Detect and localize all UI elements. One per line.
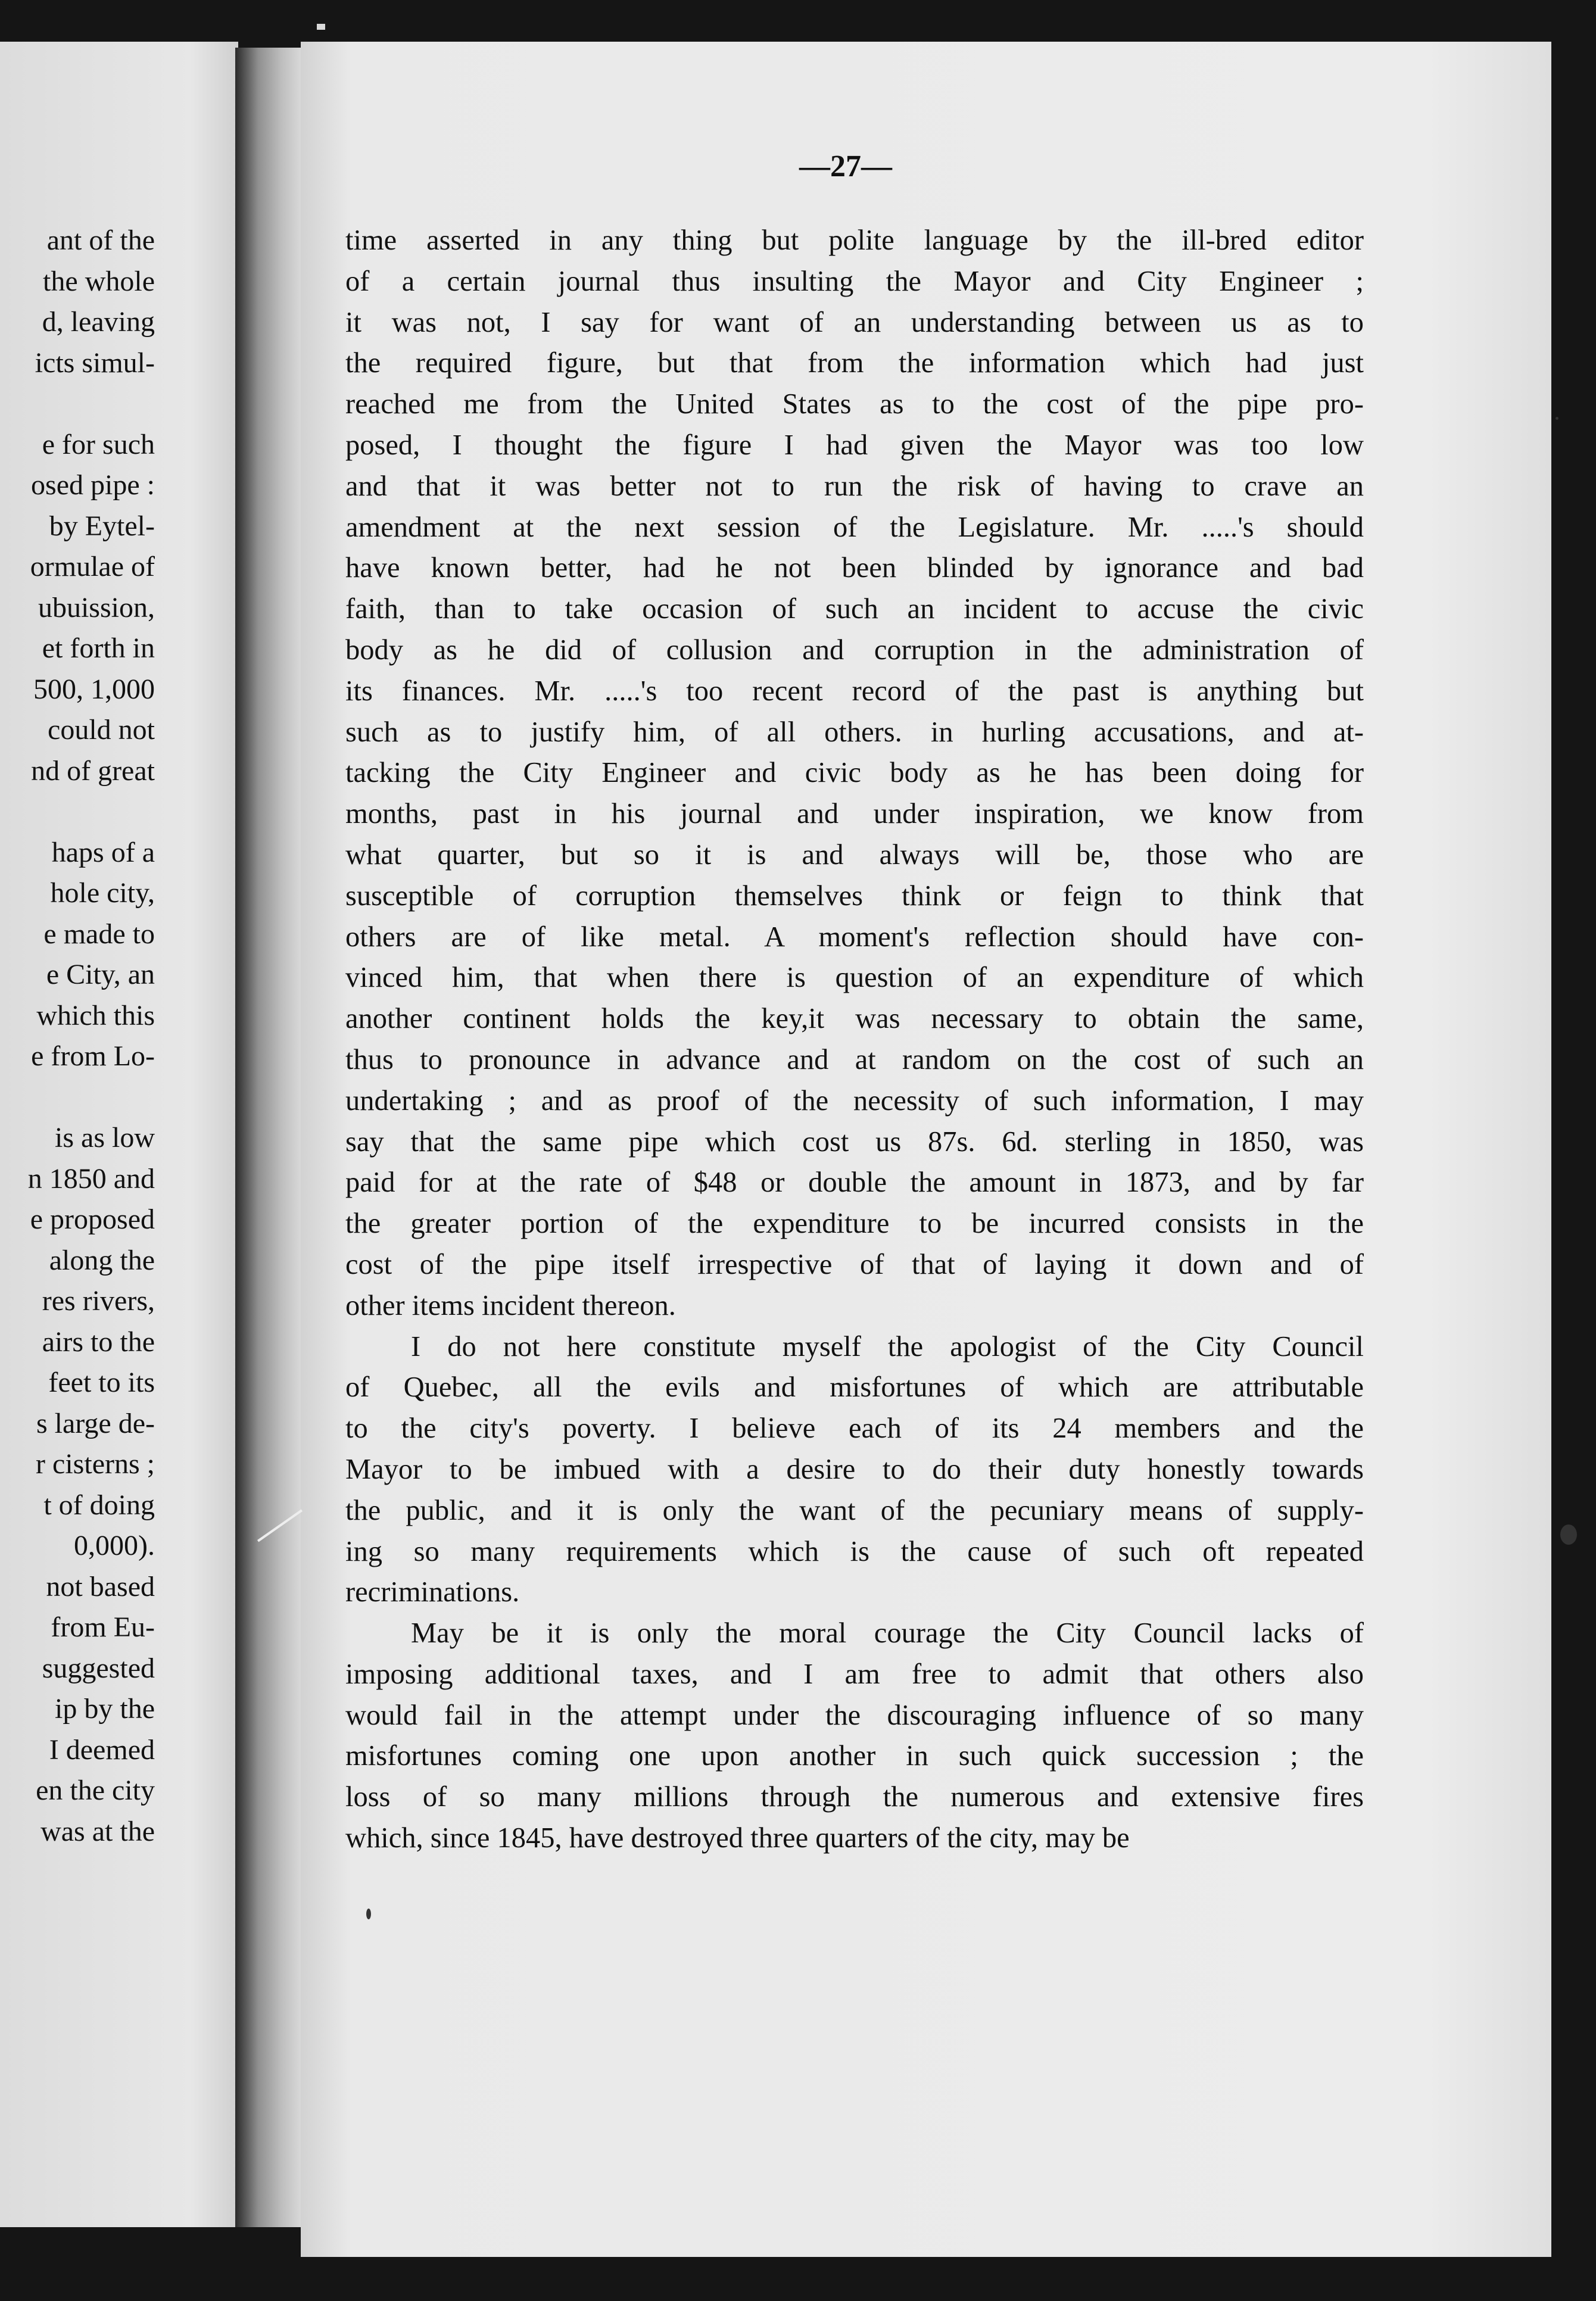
text-line: its finances. Mr. .....'s too recent record of the past is anything but xyxy=(345,675,1364,707)
left-page-line: 500, 1,000 xyxy=(33,673,155,705)
text-line: others are of like metal. A moment's reflection should have con- xyxy=(345,921,1364,953)
left-page-line xyxy=(0,384,155,425)
text-line: reached me from the United States as to the cost of the pipe pro- xyxy=(345,388,1364,420)
scan-speck xyxy=(366,1909,371,1919)
text-line: I do not here constitute myself the apologist of the City Council xyxy=(411,1330,1364,1362)
left-page xyxy=(0,42,238,2227)
text-line: would fail in the attempt under the discouraging influence of so many xyxy=(345,1699,1364,1731)
text-line: Mayor to be imbued with a desire to do their duty honestly towards xyxy=(345,1453,1364,1485)
text-line: time asserted in any thing but polite language by the ill-bred editor xyxy=(345,225,1364,256)
text-line: the required figure, but that from the information which had just xyxy=(345,347,1364,379)
text-line: body as he did of collusion and corruption in the administration of xyxy=(345,634,1364,666)
text-line: such as to justify him, of all others. in hurling accusations, and at- xyxy=(345,716,1364,748)
text-line: other items incident thereon. xyxy=(345,1289,676,1321)
left-page-line: ormulae of xyxy=(30,551,155,582)
text-line: undertaking ; and as proof of the necessity of such information, I may xyxy=(345,1084,1364,1117)
text-line: amendment at the next session of the Legislature. Mr. .....'s should xyxy=(345,511,1364,543)
text-line: months, past in his journal and under inspiration, we know from xyxy=(345,798,1364,830)
text-line: susceptible of corruption themselves think or feign to think that xyxy=(345,880,1364,912)
text-line: recriminations. xyxy=(345,1576,520,1608)
left-page-line: ubuission, xyxy=(38,591,155,623)
left-page-line: by Eytel- xyxy=(49,510,155,542)
left-page-line: e from Lo- xyxy=(31,1040,155,1072)
left-page-line: s large de- xyxy=(36,1407,155,1439)
text-line: loss of so many millions through the numerous and extensive fires xyxy=(345,1781,1364,1813)
left-page-line: haps of a xyxy=(51,836,155,868)
left-page-line: nd of great xyxy=(31,754,155,787)
left-page-line: 0,000). xyxy=(74,1530,155,1561)
text-line: which, since 1845, have destroyed three quarters of the city, may be xyxy=(345,1822,1130,1854)
text-line: thus to pronounce in advance and at random on the cost of such an xyxy=(345,1043,1364,1075)
text-line: tacking the City Engineer and civic body as he has been doing for xyxy=(345,757,1364,789)
text-line: faith, than to take occasion of such an incident to accuse the civic xyxy=(345,593,1364,625)
text-line: imposing additional taxes, and I am free to admit that others also xyxy=(345,1658,1364,1690)
left-page-line: could not xyxy=(48,714,155,746)
text-line: another continent holds the key,it was necessary to obtain the same, xyxy=(345,1003,1364,1035)
left-page-line xyxy=(0,1077,155,1118)
left-page-line: res rivers, xyxy=(42,1285,155,1317)
scan-artifact xyxy=(317,24,325,30)
text-line: the public, and it is only the want of the pecuniary means of supply- xyxy=(345,1494,1364,1526)
scan-speck xyxy=(1560,1524,1577,1545)
scan-speck xyxy=(1556,417,1558,420)
text-line: and that it was better not to run the risk of having to crave an xyxy=(345,470,1364,502)
left-page-line: ant of the xyxy=(46,225,155,256)
page-body-text xyxy=(345,220,1364,1859)
left-page-line: not based xyxy=(46,1570,155,1602)
text-line: posed, I thought the figure I had given the Mayor was too low xyxy=(345,429,1364,461)
binding-gutter xyxy=(235,48,301,2227)
left-page-line: along the xyxy=(49,1244,155,1276)
left-page-line: was at the xyxy=(40,1815,155,1847)
left-page-line: r cisterns ; xyxy=(36,1448,155,1480)
left-page-line: hole city, xyxy=(50,877,155,909)
left-page-line: which this xyxy=(36,999,155,1031)
left-page-line: suggested xyxy=(42,1652,155,1684)
left-page-line: ip by the xyxy=(55,1693,155,1725)
left-page-line xyxy=(0,791,155,833)
page-number: —27— xyxy=(799,149,892,183)
text-line: have known better, had he not been blinded by ignorance and bad xyxy=(345,552,1364,584)
left-page-line: t of doing xyxy=(43,1489,155,1521)
text-line: say that the same pipe which cost us 87s. 6d. sterling in 1850, was xyxy=(345,1125,1364,1158)
text-line: what quarter, but so it is and always will be, those who are xyxy=(345,838,1364,871)
left-page-line: n 1850 and xyxy=(27,1162,155,1195)
text-line: misfortunes coming one upon another in such quick succession ; the xyxy=(345,1740,1364,1772)
text-line: to the city's poverty. I believe each of its 24 members and the xyxy=(345,1413,1364,1445)
text-line: the greater portion of the expenditure to be incurred consists in the xyxy=(345,1208,1364,1240)
left-page-line: et forth in xyxy=(42,632,155,664)
paragraph xyxy=(345,1613,1364,1859)
left-page-line: e City, an xyxy=(46,959,155,990)
text-line: paid for at the rate of $48 or double the amount in 1873, and by far xyxy=(345,1167,1364,1199)
left-page-line: en the city xyxy=(36,1775,155,1806)
text-line: of Quebec, all the evils and misfortunes of which are attributable xyxy=(345,1371,1364,1404)
left-page-text xyxy=(0,220,155,1852)
left-page-line: osed pipe : xyxy=(31,469,155,501)
text-line: ing so many requirements which is the cause of such oft repeated xyxy=(345,1535,1364,1567)
left-page-line: from Eu- xyxy=(51,1611,155,1643)
left-page-line: is as low xyxy=(55,1122,155,1153)
paragraph xyxy=(345,220,1364,1327)
left-page-line: e made to xyxy=(43,918,155,950)
left-page-line: the whole xyxy=(43,265,155,297)
text-line: May be it is only the moral courage the City Council lacks of xyxy=(411,1617,1364,1650)
left-page-line: airs to the xyxy=(42,1326,155,1358)
text-line: vinced him, that when there is question of an expenditure of which xyxy=(345,962,1364,994)
left-page-line: I deemed xyxy=(49,1733,155,1766)
text-line: it was not, I say for want of an understanding between us as to xyxy=(345,306,1364,338)
left-page-line: e for such xyxy=(42,428,155,460)
left-page-line: feet to its xyxy=(48,1367,155,1398)
left-page-line: icts simul- xyxy=(35,347,155,379)
left-page-line: d, leaving xyxy=(42,306,155,338)
text-line: cost of the pipe itself irrespective of that of laying it down and of xyxy=(345,1248,1364,1280)
paragraph xyxy=(345,1327,1364,1614)
left-page-line: e proposed xyxy=(30,1203,155,1235)
text-line: of a certain journal thus insulting the Mayor and City Engineer ; xyxy=(345,265,1364,297)
